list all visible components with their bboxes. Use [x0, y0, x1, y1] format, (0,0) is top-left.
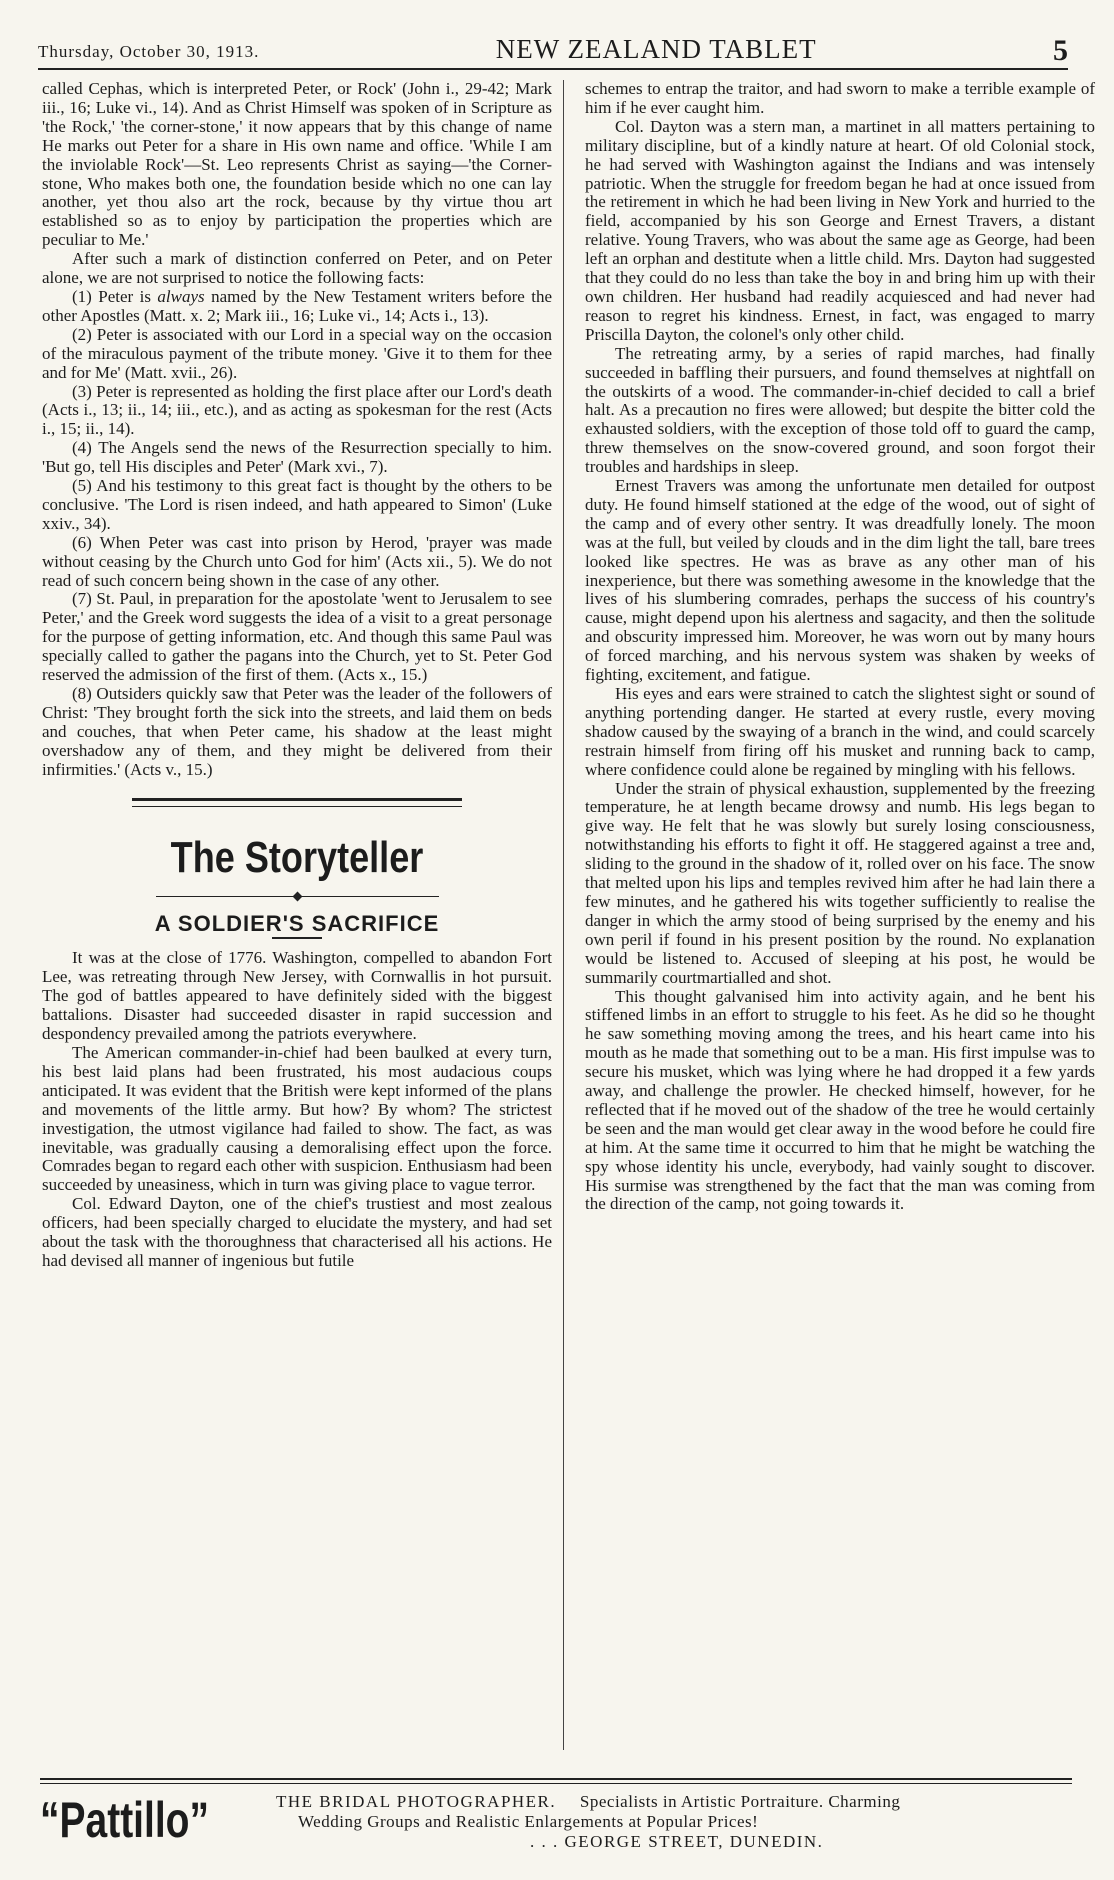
paragraph: (5) And his testimony to this great fact is thought by the others to be conclusive. 'The Lord is risen indeed, and hath appeared to Simon' (Luke xxiv., 34).	[42, 476, 552, 533]
advert-line: Wedding Groups and Realistic Enlargements at Popular Prices!	[298, 1812, 759, 1831]
paragraph: This thought galvanised him into activity again, and he bent his stiffened limbs in an effort to struggle to his feet. As he did so he thought he saw something moving among the trees, and his heart came into his mouth as he made that something out to be a man. His first impulse was to secure his musket, which was lying where he had dropped it a few yards away, and challenge the prowler. He checked himself, however, for he reflected that if he moved out of the shadow of the tree he would certainly be seen and the man would get clear away in the wood before he could fire at him. At the same time it occurred to him that he might be watching the spy whose identity his uncle, everybody, had vainly sought to discover. His surmise was strengthened by the fact that the man was coming from the direction of the camp, not going towards it.	[585, 986, 1095, 1214]
story-title: A SOLDIER'S SACRIFICE	[154, 910, 440, 936]
paragraph: (6) When Peter was cast into prison by Herod, 'prayer was made without ceasing by the Church unto God for him' (Acts xii., 5). We do not read of such concern being shown in the case of any other.	[42, 532, 552, 590]
column-rule	[563, 80, 564, 1750]
section-divider	[132, 798, 462, 807]
advert-heading: THE BRIDAL PHOTOGRAPHER.	[276, 1792, 557, 1811]
page-header	[38, 34, 1068, 70]
issue-date: Thursday, October 30, 1913.	[38, 42, 260, 61]
paragraph: The American commander-in-chief had been baulked at every turn, his best laid plans had been frustrated, his most audacious coups anticipated. It was evident that the British were kept informed of the plans and movements of the little army. But how? By whom? The strictest investigation, the utmost vigilance had failed to show. The fact, as was inevitable, was gradually causing a demoralising effect upon the force. Comrades began to regard each other with suspicion. Enthusiasm had been succeeded by uneasiness, which in turn was giving place to vague terror.	[42, 1042, 552, 1195]
paragraph: (4) The Angels send the news of the Resurrection specially to him. 'But go, tell His disciples and Peter' (Mark xvi., 7).	[42, 438, 552, 477]
left-column	[42, 80, 552, 1271]
newspaper-title: NEW ZEALAND TABLET	[495, 34, 817, 64]
paragraph: called Cephas, which is interpreted Peter, or Rock' (John i., 29-42; Mark iii., 16; Luke vi., 14). And as Christ Himself was spoken of in Scripture as 'the Rock,' 'the corner-stone,' it now appears that by this change of name He marks out Peter for a share in His own name and office. 'While I am the inviolable Rock'—St. Leo represents Christ as saying—'the Corner-stone, Who makes both one, the foundation beside which no one can lay another, yet thou also art the rock, because by thy virtue thou art established so as to enjoy by participation the properties which are peculiar to Me.'	[42, 79, 552, 250]
paragraph: (2) Peter is associated with our Lord in a special way on the occasion of the miraculous payment of the tribute money. 'Give it to them for thee and for Me' (Matt. xvii., 26).	[42, 324, 552, 382]
paragraph-text: (1) Peter is	[72, 286, 151, 306]
advert-rule	[40, 1778, 1072, 1784]
page-number: 5	[1053, 34, 1068, 67]
advert-brand: “Pattillo”	[40, 1792, 210, 1848]
right-column	[585, 80, 1095, 1214]
paragraph	[42, 288, 552, 326]
paragraph: Col. Edward Dayton, one of the chief's trustiest and most zealous officers, had been specially charged to elucidate the mystery, and had set about the task with the thoroughness that characterised all his actions. He had devised all manner of ingenious but futile	[42, 1194, 552, 1270]
advert-address: . . . GEORGE STREET, DUNEDIN.	[530, 1832, 824, 1851]
section-title: The Storyteller	[170, 832, 424, 882]
paragraph: After such a mark of distinction conferred on Peter, and on Peter alone, we are not surprised to notice the following facts:	[42, 249, 552, 288]
emphasis-text: always	[157, 286, 205, 306]
title-rule	[272, 937, 322, 939]
paragraph: His eyes and ears were strained to catch the slightest sight or sound of anything portending danger. He started at every rustle, every moving shadow caused by the swaying of a branch in the wind, and could scarcely restrain himself from firing off his musket and running back to camp, where confidence could alone be regained by mingling with his fellows.	[585, 684, 1095, 779]
paragraph: Ernest Travers was among the unfortunate men detailed for outpost duty. He found himself stationed at the edge of the wood, out of sight of the camp and of every other sentry. It was dreadfully lonely. The moon was at the full, but veiled by clouds and in the dim light the tall, bare trees looked like spectres. He was as brave as any other man of his inexperience, but there was something awesome in the knowledge that the lives of his slumbering comrades, perhaps the success of his country's cause, might depend upon his alertness and sagacity, and then the solitude and obscurity impressed him. Moreover, he was worn out by many hours of forced marching, and his nervous system was shaken by weeks of fighting, excitement, and fatigue.	[585, 476, 1095, 685]
paragraph: It was at the close of 1776. Washington, compelled to abandon Fort Lee, was retreating through New Jersey, with Cornwallis in hot pursuit. The god of battles appeared to have definitely sided with the biggest battalions. Disaster had succeeded disaster in rapid succession and despondency prevailed among the patriots everywhere.	[42, 948, 552, 1044]
paragraph-text: named by the New Testament writers before the other Apostles (Matt. x. 2; Mark iii., 16; Luke vi., 14; Acts i., 13).	[42, 286, 553, 325]
advert-text: Specialists in Artistic Portraiture. Charming	[579, 1792, 901, 1811]
advertisement	[40, 1790, 1072, 1860]
paragraph: (7) St. Paul, in preparation for the apostolate 'went to Jerusalem to see Peter,' and the Greek word suggests the idea of a visit to a great personage for the purpose of getting information, etc. And though this same Paul was specially called to gather the pagans into the Church, yet to St. Peter God reserved the admission of the first of them. (Acts x., 15.)	[42, 589, 552, 685]
paragraph: Under the strain of physical exhaustion, supplemented by the freezing temperature, he at length became drowsy and numb. His legs began to give way. He felt that he was slowly but surely losing consciousness, notwithstanding his efforts to fight it off. He staggered against a tree and, sliding to the ground in the shadow of it, rolled over on his face. The snow that melted upon his lips and temples revived him after he had lain there a few minutes, and he gathered his wits together sufficiently to realise the danger in which the army stood of being surprised by the enemy and his own peril if found in his present position by the round. No explanation would be listened to. Accused of sleeping at his post, he would be summarily courtmartialled and shot.	[585, 778, 1095, 987]
ornament-divider	[42, 891, 552, 901]
paragraph: Col. Dayton was a stern man, a martinet in all matters pertaining to military discipline, but of a kindly nature at heart. Of old Colonial stock, he had served with Washington against the Indians and was intensely patriotic. When the struggle for freedom began he had at once issued from the retirement in which he had been living in New York and hurried to the field, accompanied by his son George and Ernest Travers, a distant relative. Young Travers, who was about the same age as George, had been left an orphan and destitute when a little child. Mrs. Dayton had suggested that they could do no less than take the boy in and bring him up with their own children. Her husband had readily acquiesced and had never had reason to regret his kindness. Ernest, in fact, was engaged to marry Priscilla Dayton, the colonel's only other child.	[585, 116, 1095, 344]
paragraph: schemes to entrap the traitor, and had sworn to make a terrible example of him if he ever caught him.	[585, 79, 1095, 117]
advert-line	[276, 1792, 900, 1812]
paragraph: The retreating army, by a series of rapid marches, had finally succeeded in baffling their pursuers, and found themselves at nightfall on the outskirts of a wood. The commander-in-chief decided to call a brief halt. As a precaution no fires were allowed; but despite the bitter cold the exhausted soldiers, with the exception of those told off to guard the camp, threw themselves on the snow-covered ground, and soon forgot their troubles and hardships in sleep.	[585, 343, 1095, 477]
paragraph: (8) Outsiders quickly saw that Peter was the leader of the followers of Christ: 'They brought forth the sick into the streets, and laid them on beds and couches, that when Peter came, his shadow at the least might overshadow any of them, and they might be delivered from their infirmities.' (Acts v., 15.)	[42, 684, 552, 779]
paragraph: (3) Peter is represented as holding the first place after our Lord's death (Acts i., 13; ii., 14; iii., etc.), and as acting as spokesman for the rest (Acts i., 15; ii., 14).	[42, 381, 552, 439]
